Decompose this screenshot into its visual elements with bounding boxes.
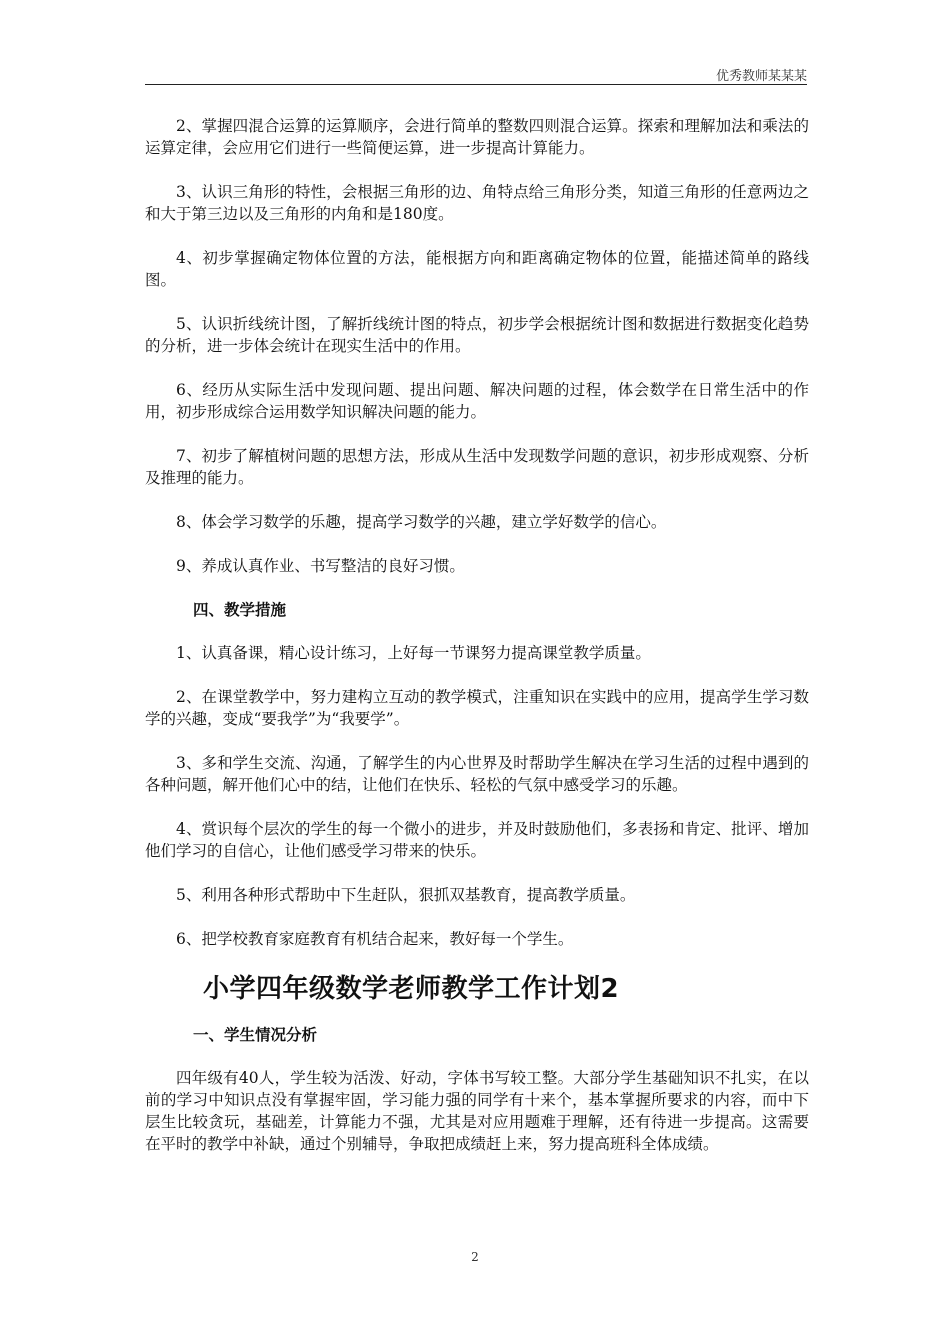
measure-item: 4、赏识每个层次的学生的每一个微小的进步，并及时鼓励他们，多表扬和肯定、批评、增加他们学习的自信心，让他们感受学习带来的快乐。: [145, 820, 809, 860]
objective-item: 8、体会学习数学的乐趣，提高学习数学的兴趣，建立学好数学的信心。: [176, 513, 667, 531]
measure-item: 5、利用各种形式帮助中下生赶队，狠抓双基教育，提高教学质量。: [176, 886, 636, 904]
page-header: [145, 64, 807, 85]
measure-item: 3、多和学生交流、沟通，了解学生的内心世界及时帮助学生解决在学习生活的过程中遇到的各种问题，解开他们心中的结，让他们在快乐、轻松的气氛中感受学习的乐趣。: [145, 754, 809, 794]
objective-item: 3、认识三角形的特性，会根据三角形的边、角特点给三角形分类，知道三角形的任意两边之和大于第三边以及三角形的内角和是180度。: [145, 183, 809, 223]
section-heading-student-analysis: 一、学生情况分析: [193, 1026, 318, 1044]
measure-item: 6、把学校教育家庭教育有机结合起来，教好每一个学生。: [176, 930, 574, 948]
document-title: 小学四年级数学老师教学工作计划2: [203, 974, 620, 1004]
objective-item: 7、初步了解植树问题的思想方法，形成从生活中发现数学问题的意识，初步形成观察、分析及推理的能力。: [145, 447, 809, 487]
measure-item: 1、认真备课，精心设计练习，上好每一节课努力提高课堂教学质量。: [176, 644, 651, 662]
section-heading-measures: 四、教学措施: [193, 601, 287, 619]
objective-item: 9、养成认真作业、书写整洁的良好习惯。: [176, 557, 465, 575]
page-number: 2: [471, 1250, 479, 1264]
measure-item: 2、在课堂教学中，努力建构立互动的教学模式，注重知识在实践中的应用，提高学生学习数学的兴趣，变成“要我学”为“我要学”。: [145, 688, 809, 728]
header-author: 优秀教师某某某: [715, 69, 807, 84]
objective-item: 5、认识折线统计图，了解折线统计图的特点，初步学会根据统计图和数据进行数据变化趋势的分析，进一步体会统计在现实生活中的作用。: [145, 315, 809, 355]
document-body: [145, 115, 809, 1177]
objective-item: 4、初步掌握确定物体位置的方法，能根据方向和距离确定物体的位置，能描述简单的路线图。: [145, 249, 809, 289]
objective-item: 6、经历从实际生活中发现问题、提出问题、解决问题的过程，体会数学在日常生活中的作用，初步形成综合运用数学知识解决问题的能力。: [145, 381, 809, 421]
objective-item: 2、掌握四混合运算的运算顺序，会进行简单的整数四则混合运算。探索和理解加法和乘法的运算定律，会应用它们进行一些简便运算，进一步提高计算能力。: [145, 117, 809, 157]
student-analysis-paragraph: 四年级有40人，学生较为活泼、好动，字体书写较工整。大部分学生基础知识不扎实，在以前的学习中知识点没有掌握牢固，学习能力强的同学有十来个，基本掌握所要求的内容，而中下层生比较贪玩，基础差，计算能力不强，尤其是对应用题难于理解，还有待进一步提高。这需要在平时的教学中补缺，通过个别辅导，争取把成绩赶上来，努力提高班科全体成绩。: [145, 1069, 809, 1153]
